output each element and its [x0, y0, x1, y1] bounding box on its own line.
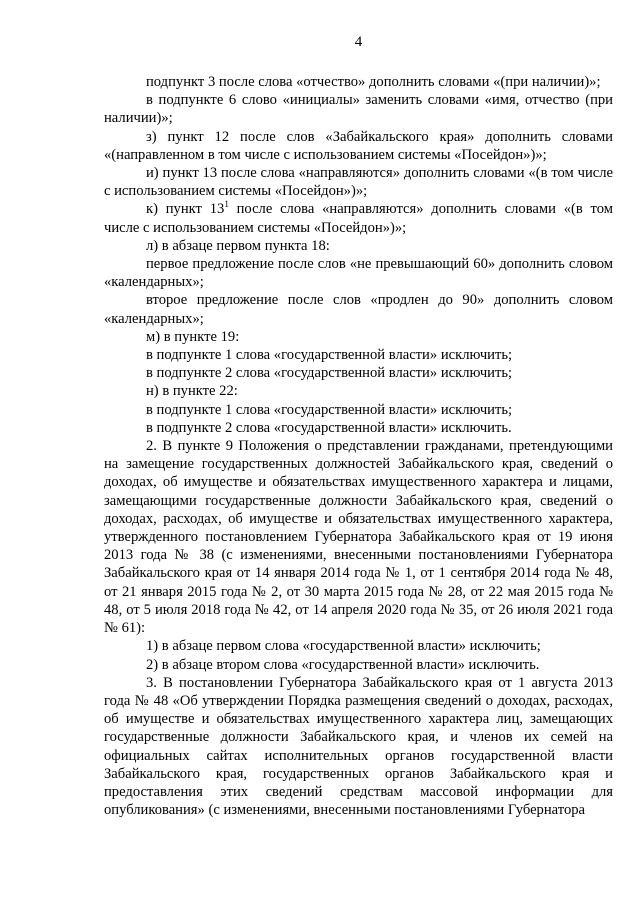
paragraph: 2) в абзаце втором слова «государственной власти» исключить.: [146, 656, 540, 673]
paragraph: в подпункте 2 слова «государственной власти» исключить;: [146, 365, 513, 382]
paragraph: л) в абзаце первом пункта 18:: [146, 237, 330, 254]
page-number: 4: [354, 34, 363, 50]
paragraph: первое предложение после слов «не превышающий 60» дополнить словом «календарных»;: [104, 256, 613, 291]
paragraph: 3. В постановлении Губернатора Забайкальского края от 1 августа 2013 года № 48 «Об утверждении Порядка размещения сведений о доходах, расходах, об имуществе и обязательствах имущественного характера лиц, замещающих государственные должности Забайкальского края, и членов их семей на официальных сайтах исполнительных органов государственной власти Забайкальского края, государственных органов Забайкальского края и предоставления этих сведений средствам массовой информации для опубликования» (с изменениями, внесенными постановлениями Губернатора: [104, 674, 613, 819]
paragraph: м) в пункте 19:: [146, 328, 240, 345]
paragraph: н) в пункте 22:: [146, 383, 238, 400]
paragraph: з) пункт 12 после слов «Забайкальского края» дополнить словами «(направленном в том числе с использованием системы «Посейдон»)»;: [104, 128, 613, 163]
paragraph: второе предложение после слов «продлен до 90» дополнить словом «календарных»;: [104, 292, 613, 327]
paragraph-text: к) пункт 13: [146, 201, 225, 218]
paragraph: в подпункте 2 слова «государственной власти» исключить.: [146, 419, 512, 436]
paragraph: в подпункте 1 слова «государственной власти» исключить;: [146, 347, 513, 364]
paragraph: в подпункте 1 слова «государственной власти» исключить;: [146, 401, 513, 418]
paragraph: 1) в абзаце первом слова «государственной власти» исключить;: [146, 638, 541, 655]
superscript: 1: [224, 199, 229, 210]
paragraph: в подпункте 6 слово «инициалы» заменить словами «имя, отчество (при наличии)»;: [104, 92, 613, 127]
document-body: [104, 73, 613, 819]
paragraph: 2. В пункте 9 Положения о представлении гражданами, претендующими на замещение государственных должностей Забайкальского края, сведений о доходах, об имуществе и обязательствах имущественного характера и лицами, замещающими государственные должности Забайкальского края, сведений о доходах, расходах, об имуществе и обязательствах имущественного характера, утвержденного постановлением Губернатора Забайкальского края от 19 июня 2013 года № 38 (с изменениями, внесенными постановлениями Губернатора Забайкальского края от 14 января 2014 года № 1, от 1 сентября 2014 года № 48, от 21 января 2015 года № 2, от 30 марта 2015 года № 28, от 22 мая 2015 года № 48, от 5 июля 2018 года № 42, от 14 апреля 2020 года № 35, от 26 июля 2021 года № 61):: [104, 438, 613, 637]
paragraph: подпункт 3 после слова «отчество» дополнить словами «(при наличии)»;: [146, 74, 601, 90]
paragraph: и) пункт 13 после слова «направляются» дополнить словами «(в том числе с использованием системы «Посейдон»)»;: [104, 165, 613, 200]
paragraph-text: после слова «направляются» дополнить словами «(в том числе с использованием системы «Посейдон»)»;: [104, 201, 613, 236]
paragraph: [104, 200, 613, 236]
